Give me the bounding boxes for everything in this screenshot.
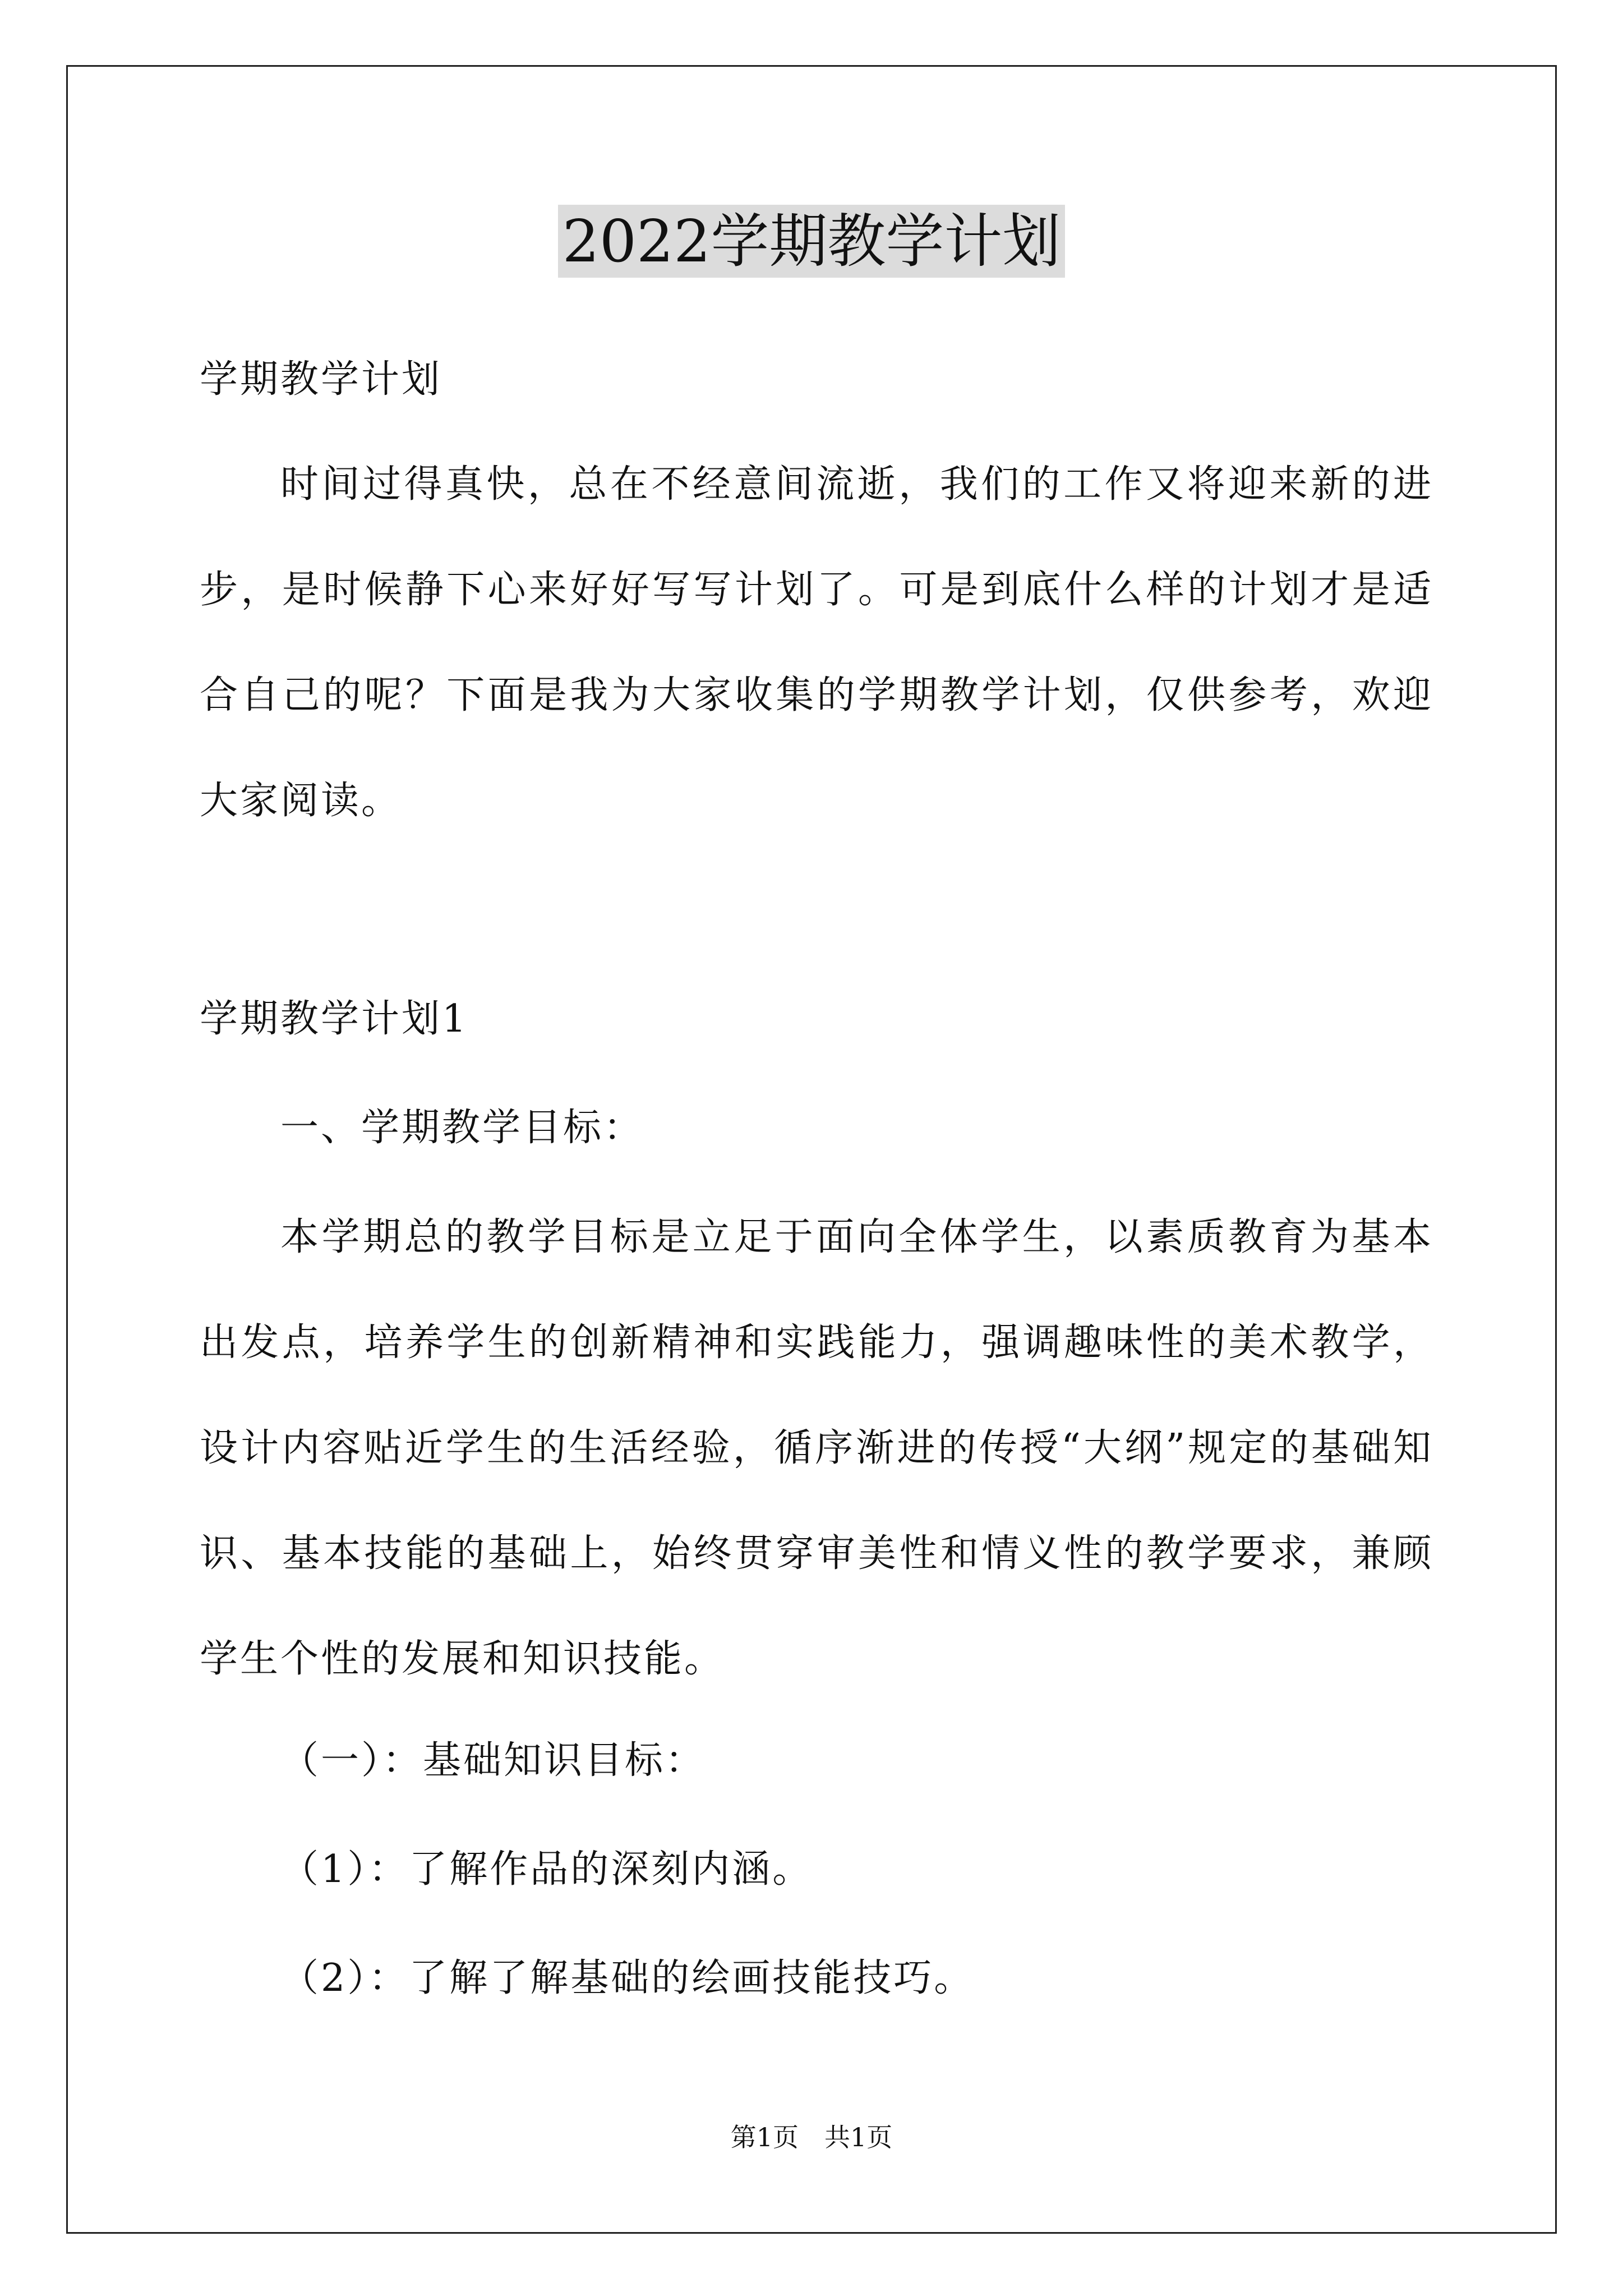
page-footer [0,2120,1623,2154]
section-heading: 学期教学计划1 [200,997,469,1041]
list-item: （1）：了解作品的深刻内涵。 [280,1847,813,1892]
part-heading: 一、学期教学目标： [280,1106,644,1150]
subsection-heading: （一）：基础知识目标： [280,1738,706,1783]
page-count: 共1页 [824,2122,893,2152]
page-number: 第1页 [730,2122,799,2152]
intro-paragraph: 时间过得真快，总在不经意间流逝，我们的工作又将迎来新的进步，是时候静下心来好好写写计划了。可是到底什么样的计划才是适合自己的呢？下面是我为大家收集的学期教学计划，仅供参考，欢迎大家阅读。 [200,462,1433,823]
document-subtitle: 学期教学计划 [200,357,442,402]
goal-paragraph: 本学期总的教学目标是立足于面向全体学生，以素质教育为基本出发点，培养学生的创新精神和实践能力，强调趣味性的美术教学，设计内容贴近学生的生活经验，循序渐进的传授“大纲”规定的基础知识、基本技能的基础上，始终贯穿审美性和情义性的教学要求，兼顾学生个性的发展和知识技能。 [200,1215,1433,1681]
document-title-text: 2022学期教学计划 [558,205,1066,278]
document-title [0,203,1623,279]
list-item: （2）：了解了解基础的绘画技能技巧。 [280,1956,975,2000]
